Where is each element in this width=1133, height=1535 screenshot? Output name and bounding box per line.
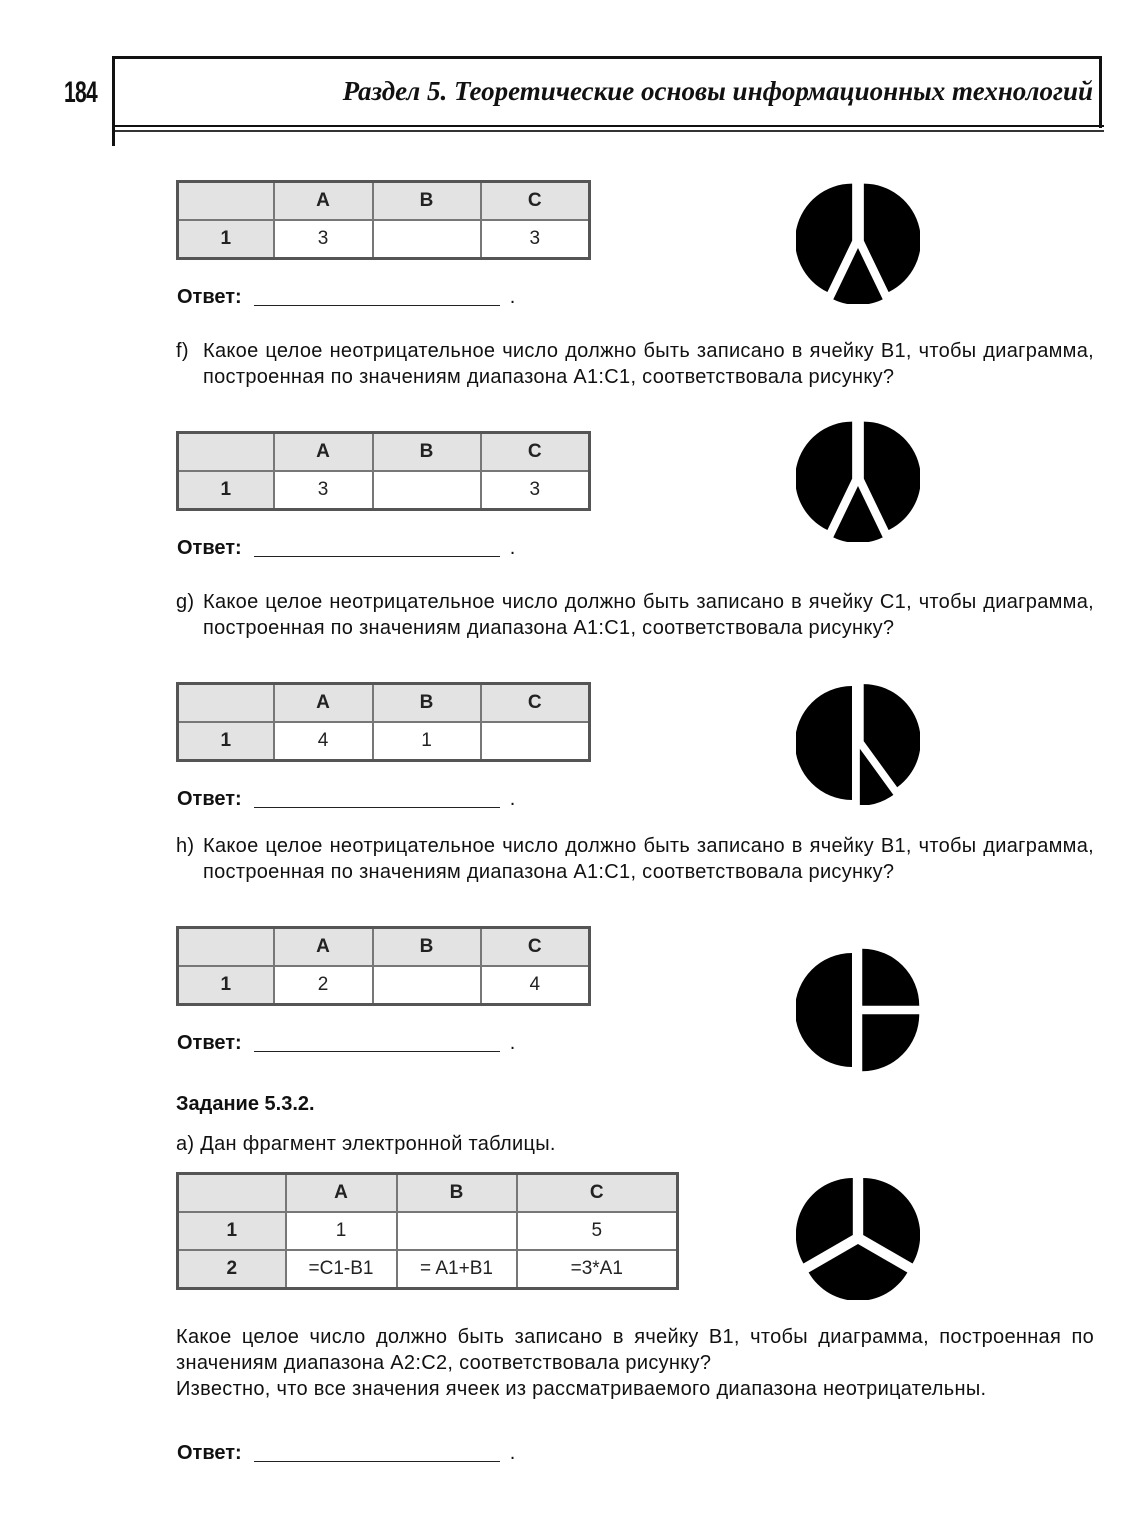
row-header: 1 (178, 220, 274, 259)
cell-a2: =C1-B1 (286, 1250, 397, 1289)
column-header: C (517, 1174, 678, 1213)
answer-line (177, 788, 515, 811)
pie-slice-2 (809, 1244, 908, 1300)
answer-line (177, 286, 515, 309)
answer-label: Ответ: (177, 537, 242, 559)
task-question: Какое целое число должно быть записано в ячейку B1, чтобы диаграмма, построенная по значениям диапазона A2:C2, соответствовала рисунку? (176, 1326, 1094, 1374)
cell-c2: =3*A1 (517, 1250, 678, 1289)
column-header: C (481, 182, 590, 221)
question-text: Какое целое неотрицательное число должно быть записано в ячейку C1, чтобы диаграмма, построенная по значениям диапазона A1:C1, соответствовала рисунку? (203, 591, 1094, 639)
answer-blank[interactable] (254, 1461, 500, 1462)
corner-cell (178, 433, 274, 472)
answer-label: Ответ: (177, 1032, 242, 1054)
pie-slice-1 (864, 184, 920, 292)
column-header: A (274, 684, 373, 723)
question-letter: f) (176, 340, 189, 362)
answer-label: Ответ: (177, 1442, 242, 1464)
pie-slice-1 (864, 422, 920, 530)
answer-blank[interactable] (254, 305, 500, 306)
pie-chart (796, 180, 920, 304)
header-rule-secondary (112, 130, 1104, 132)
question-letter: g) (176, 591, 195, 613)
pie-slice-3 (796, 686, 852, 800)
task-title: Задание 5.3.2. (176, 1093, 315, 1115)
answer-label: Ответ: (177, 788, 242, 810)
row-header: 1 (178, 1212, 286, 1250)
question-h (176, 833, 1094, 885)
task-intro: a) Дан фрагмент электронной таблицы. (176, 1133, 556, 1155)
cell-b1 (373, 471, 481, 510)
column-header: A (286, 1174, 397, 1213)
row-header: 1 (178, 471, 274, 510)
column-header: B (373, 182, 481, 221)
answer-line (177, 1442, 515, 1465)
corner-cell (178, 928, 274, 967)
cell-a1: 1 (286, 1212, 397, 1250)
pie-slice-3 (796, 422, 852, 530)
cell-b1: 1 (373, 722, 481, 761)
cell-a1: 3 (274, 471, 373, 510)
cell-a1: 3 (274, 220, 373, 259)
pie-chart (796, 418, 920, 542)
answer-period: . (509, 788, 516, 810)
column-header: B (373, 433, 481, 472)
cell-c1 (481, 722, 590, 761)
answer-period: . (509, 1442, 516, 1464)
spreadsheet-fragment (176, 682, 591, 762)
cell-a1: 4 (274, 722, 373, 761)
cell-c1: 3 (481, 220, 590, 259)
answer-period: . (509, 286, 516, 308)
column-header: B (397, 1174, 517, 1213)
cell-b1 (373, 966, 481, 1005)
answer-blank[interactable] (254, 807, 500, 808)
column-header: C (481, 433, 590, 472)
column-header: B (373, 928, 481, 967)
pie-slice-3 (796, 953, 852, 1067)
answer-line (177, 537, 515, 560)
cell-b1 (397, 1212, 517, 1250)
cell-a1: 2 (274, 966, 373, 1005)
answer-blank[interactable] (254, 1051, 500, 1052)
section-title: Раздел 5. Теоретические основы информационных технологий (342, 76, 1093, 106)
row-header: 1 (178, 966, 274, 1005)
cell-c1: 5 (517, 1212, 678, 1250)
pie-slice-3 (796, 1178, 853, 1264)
answer-period: . (509, 1032, 516, 1054)
pie-chart (796, 1176, 920, 1300)
column-header: A (274, 433, 373, 472)
pie-slice-1 (862, 949, 919, 1006)
header-rule (112, 125, 1104, 127)
task-note: Известно, что все значения ячеек из рассматриваемого диапазона неотрицательны. (176, 1378, 987, 1400)
cell-b1 (373, 220, 481, 259)
question-text: Какое целое неотрицательное число должно быть записано в ячейку B1, чтобы диаграмма, построенная по значениям диапазона A1:C1, соответствовала рисунку? (203, 340, 1094, 388)
pie-slice-2 (862, 1014, 919, 1071)
column-header: B (373, 684, 481, 723)
header-stub (112, 126, 115, 146)
row-header: 2 (178, 1250, 286, 1289)
pie-slice-1 (863, 1178, 920, 1264)
spreadsheet-fragment-task (176, 1172, 679, 1290)
spreadsheet-fragment (176, 926, 591, 1006)
column-header: A (274, 182, 373, 221)
question-text: Какое целое неотрицательное число должно быть записано в ячейку B1, чтобы диаграмма, построенная по значениям диапазона A1:C1, соответствовала рисунку? (203, 835, 1094, 883)
column-header: C (481, 928, 590, 967)
column-header: C (481, 684, 590, 723)
question-g (176, 589, 1094, 641)
corner-cell (178, 182, 274, 221)
cell-c1: 4 (481, 966, 590, 1005)
cell-b2: = A1+B1 (397, 1250, 517, 1289)
answer-line (177, 1032, 515, 1055)
spreadsheet-fragment (176, 431, 591, 511)
pie-chart (796, 681, 920, 805)
question-letter: h) (176, 835, 195, 857)
question-f (176, 338, 1094, 390)
row-header: 1 (178, 722, 274, 761)
corner-cell (178, 684, 274, 723)
page-number: 184 (64, 76, 97, 109)
answer-blank[interactable] (254, 556, 500, 557)
answer-period: . (509, 537, 516, 559)
spreadsheet-fragment (176, 180, 591, 260)
corner-cell (178, 1174, 286, 1213)
cell-c1: 3 (481, 471, 590, 510)
pie-chart (796, 948, 920, 1072)
answer-label: Ответ: (177, 286, 242, 308)
column-header: A (274, 928, 373, 967)
pie-slice-3 (796, 184, 852, 292)
